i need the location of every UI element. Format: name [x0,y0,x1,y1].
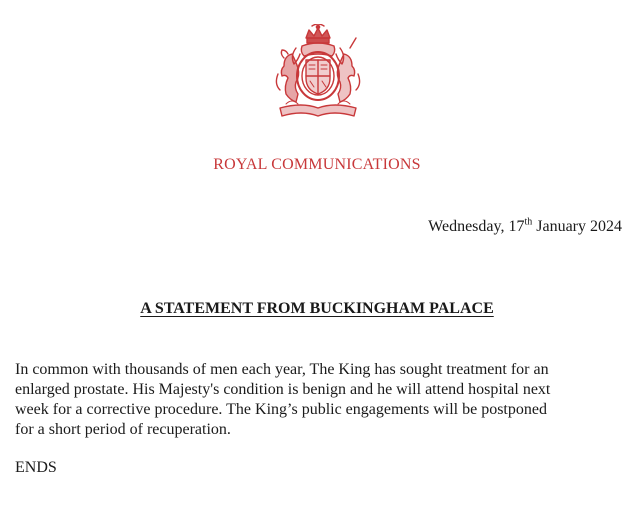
organization-name: ROYAL COMMUNICATIONS [213,156,421,173]
statement-heading: A STATEMENT FROM BUCKINGHAM PALACE [140,300,494,317]
royal-coat-of-arms-icon [262,24,374,124]
body-line: enlarged prostate. His Majesty's condition is benign and he will attend hospital next [15,381,551,398]
statement-closing: ENDS [15,459,57,476]
date-text: Wednesday, 17 [428,218,525,235]
release-date [428,218,622,236]
body-line: In common with thousands of men each year, The King has sought treatment for an [15,361,549,378]
body-line: for a short period of recuperation. [15,421,231,438]
date-ordinal-suffix: th [524,216,533,228]
date-month-year: January 2024 [532,218,622,235]
statement-body [15,360,621,440]
body-line: week for a corrective procedure. The King’s public engagements will be postponed [15,401,547,418]
